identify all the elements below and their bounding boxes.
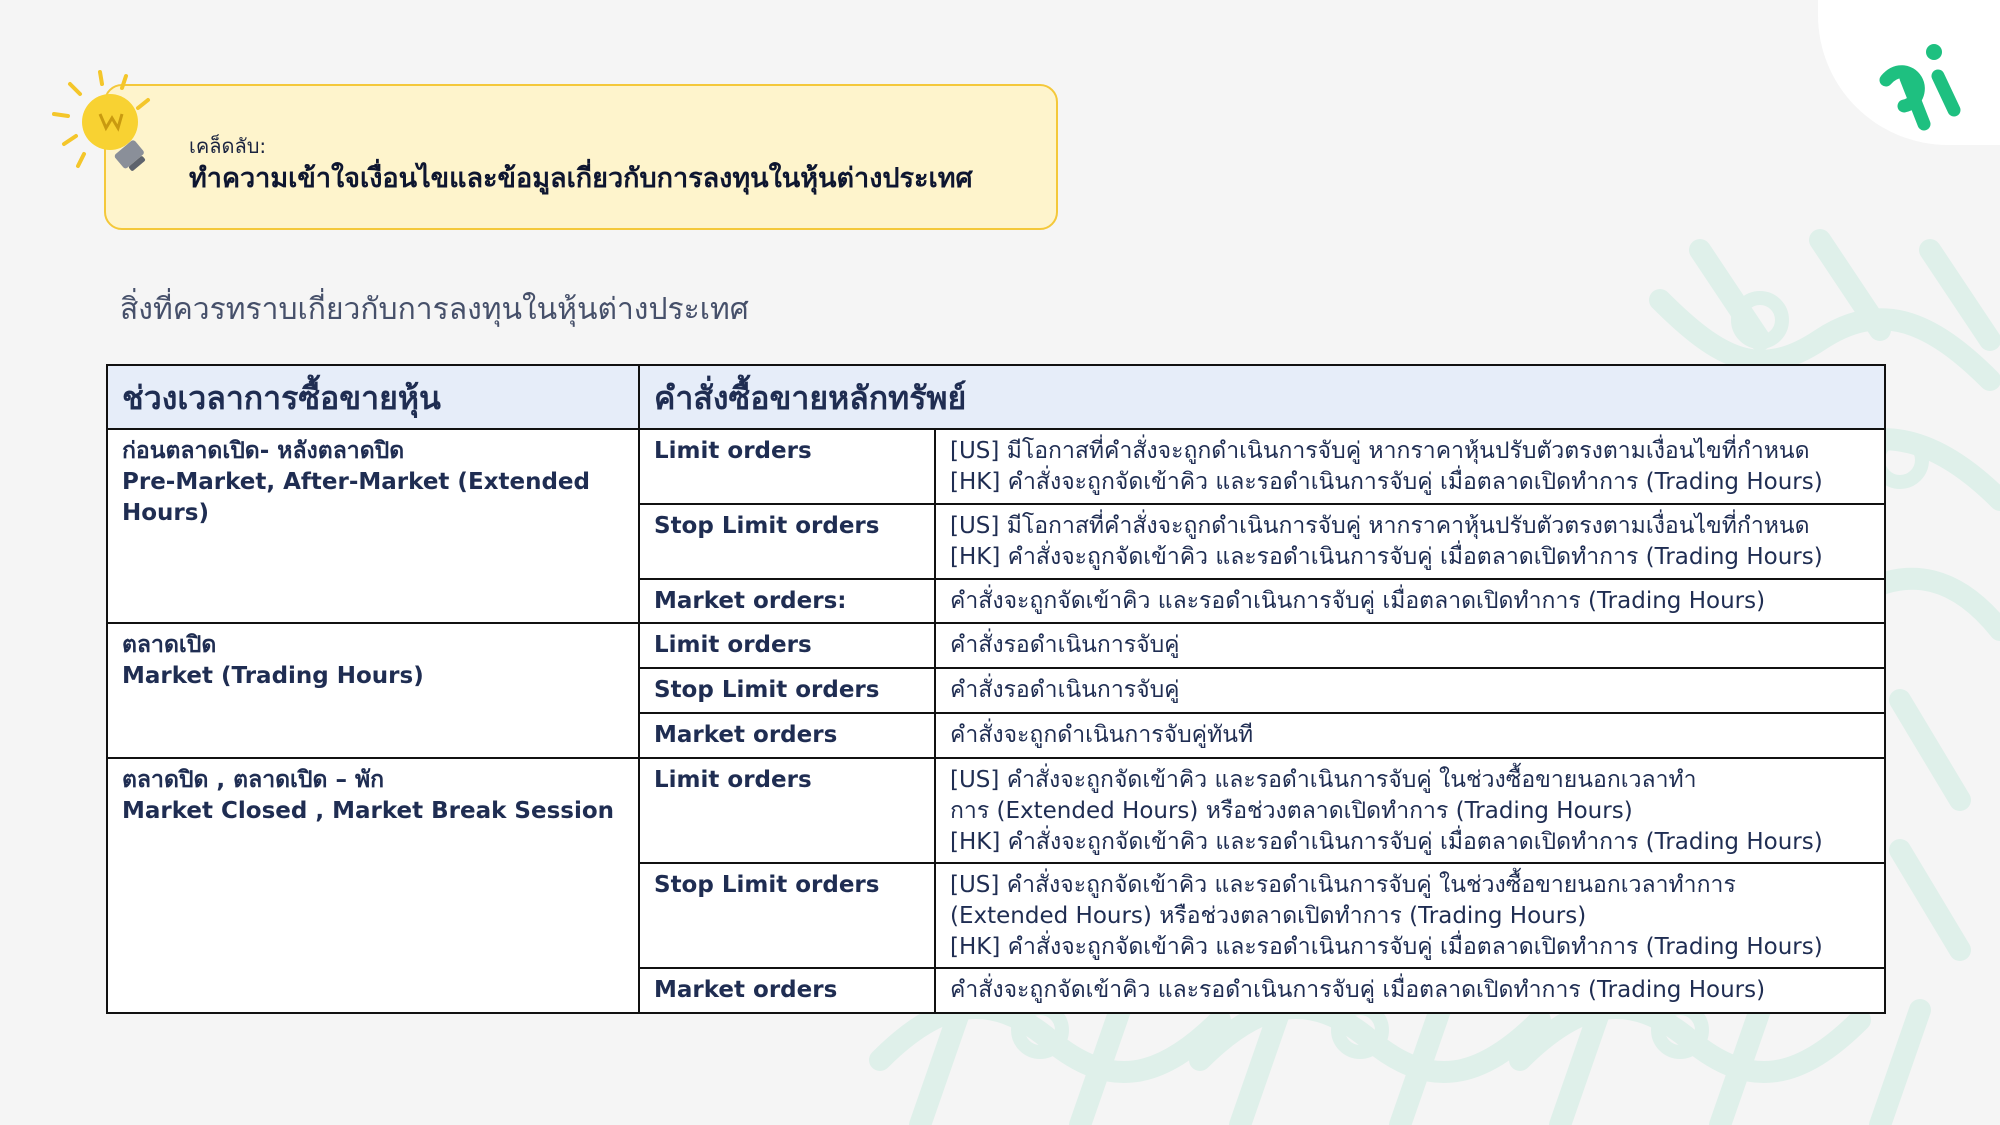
trading-conditions-table [106, 364, 1886, 1014]
tip-title: ทำความเข้าใจเงื่อนไขและข้อมูลเกี่ยวกับการลงทุนในหุ้นต่างประเทศ [189, 163, 973, 194]
session-name-en: Market Closed , Market Break Session [122, 798, 615, 824]
pi-logo-icon [1876, 28, 1976, 138]
table-row [107, 758, 1885, 863]
table-header-row [107, 365, 1885, 429]
description-line: [HK] คำสั่งจะถูกจัดเข้าคิว และรอดำเนินการจับคู่ เมื่อตลาดเปิดทำการ (Trading Hours) [950, 469, 1823, 495]
description-line: [US] มีโอกาสที่คำสั่งจะถูกดำเนินการจับคู่ หากราคาหุ้นปรับตัวตรงตามเงื่อนไขที่กำหนด [950, 438, 1810, 464]
order-type: Stop Limit orders [639, 668, 935, 713]
description-line: [HK] คำสั่งจะถูกจัดเข้าคิว และรอดำเนินการจับคู่ เมื่อตลาดเปิดทำการ (Trading Hours) [950, 934, 1823, 960]
session-cell [107, 623, 639, 758]
session-cell [107, 758, 639, 1013]
tip-box [104, 84, 1058, 230]
order-description [935, 429, 1885, 504]
description-line: คำสั่งรอดำเนินการจับคู่ [950, 632, 1180, 658]
section-subtitle: สิ่งที่ควรทราบเกี่ยวกับการลงทุนในหุ้นต่างประเทศ [120, 292, 749, 327]
order-description [935, 668, 1885, 713]
order-description [935, 758, 1885, 863]
order-type: Market orders [639, 968, 935, 1013]
session-cell [107, 429, 639, 623]
description-line: คำสั่งจะถูกจัดเข้าคิว และรอดำเนินการจับคู่ เมื่อตลาดเปิดทำการ (Trading Hours) [950, 588, 1766, 614]
description-line: คำสั่งจะถูกดำเนินการจับคู่ทันที [950, 722, 1254, 748]
order-type: Stop Limit orders [639, 863, 935, 968]
order-description [935, 579, 1885, 623]
session-name-th: ก่อนตลาดเปิด- หลังตลาดปิด [122, 438, 405, 464]
order-type: Limit orders [639, 758, 935, 863]
order-type: Market orders [639, 713, 935, 758]
order-description [935, 504, 1885, 579]
order-type: Stop Limit orders [639, 504, 935, 579]
header-order-types: คำสั่งซื้อขายหลักทรัพย์ [639, 365, 1885, 429]
description-line: การ (Extended Hours) หรือช่วงตลาดเปิดทำการ (Trading Hours) [950, 798, 1633, 824]
order-description [935, 863, 1885, 968]
session-name-th: ตลาดปิด , ตลาดเปิด – พัก [122, 767, 385, 793]
table-row [107, 623, 1885, 668]
table-row [107, 429, 1885, 504]
order-description [935, 623, 1885, 668]
order-type: Limit orders [639, 429, 935, 504]
tip-label: เคล็ดลับ: [189, 134, 267, 158]
order-type: Limit orders [639, 623, 935, 668]
description-line: คำสั่งจะถูกจัดเข้าคิว และรอดำเนินการจับคู่ เมื่อตลาดเปิดทำการ (Trading Hours) [950, 977, 1766, 1003]
session-name-en: Pre-Market, After-Market (Extended Hours) [122, 469, 590, 526]
description-line: [US] มีโอกาสที่คำสั่งจะถูกดำเนินการจับคู่ หากราคาหุ้นปรับตัวตรงตามเงื่อนไขที่กำหนด [950, 513, 1810, 539]
lightbulb-icon [52, 70, 162, 180]
description-line: คำสั่งรอดำเนินการจับคู่ [950, 677, 1180, 703]
description-line: [US] คำสั่งจะถูกจัดเข้าคิว และรอดำเนินการจับคู่ ในช่วงซื้อขายนอกเวลาทำ [950, 767, 1697, 793]
order-description [935, 713, 1885, 758]
session-name-en: Market (Trading Hours) [122, 663, 424, 689]
description-line: [HK] คำสั่งจะถูกจัดเข้าคิว และรอดำเนินการจับคู่ เมื่อตลาดเปิดทำการ (Trading Hours) [950, 544, 1823, 570]
order-description [935, 968, 1885, 1013]
order-type: Market orders: [639, 579, 935, 623]
description-line: (Extended Hours) หรือช่วงตลาดเปิดทำการ (Trading Hours) [950, 903, 1587, 929]
session-name-th: ตลาดเปิด [122, 632, 217, 658]
header-trading-session: ช่วงเวลาการซื้อขายหุ้น [107, 365, 639, 429]
description-line: [US] คำสั่งจะถูกจัดเข้าคิว และรอดำเนินการจับคู่ ในช่วงซื้อขายนอกเวลาทำการ [950, 872, 1736, 898]
description-line: [HK] คำสั่งจะถูกจัดเข้าคิว และรอดำเนินการจับคู่ เมื่อตลาดเปิดทำการ (Trading Hours) [950, 829, 1823, 855]
